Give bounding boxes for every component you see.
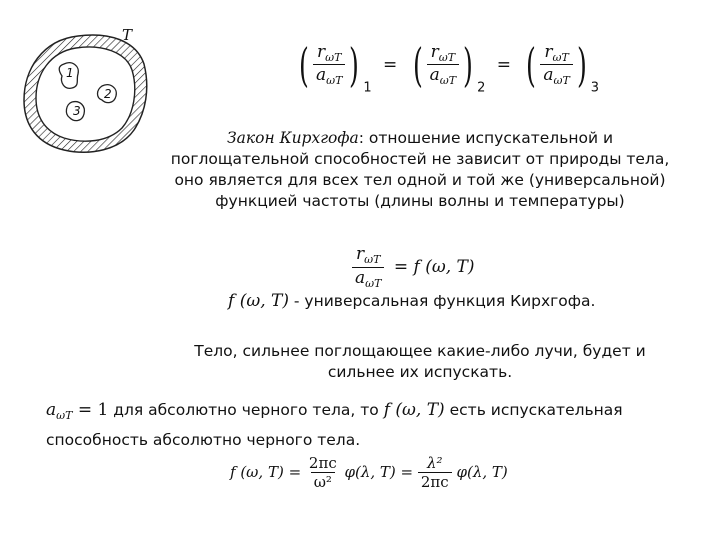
blackbody-statement	[46, 398, 706, 452]
kirchhoff-law-paragraph	[150, 128, 690, 212]
cavity-drawing	[18, 30, 150, 158]
law-line-1: Закон Кирхгофа: отношение испускательной и	[226, 129, 614, 147]
law-line-4: функцией частоты (длины волны и температуры)	[215, 192, 625, 210]
blackbody-formula: f (ω, T) = $\frac{2\pi c}{\text{ω²}}$ φ(λ, T) = $\frac{\text{λ²}}{2\pi c}$ φ(λ, T)	[230, 454, 508, 492]
diagram-body-3: 3	[73, 104, 81, 118]
law-line-2: поглощательной способностей не зависит от природы тела,	[170, 150, 670, 168]
kirchhoff-equality: ( $\frac{r_{\omega T}}{a_{\omega T}}$ ) $_1$ = ( $\frac{r_{\omega T}}{a_{\omega T}}$ ) $_2$ = ( $\frac{r_{\omega T}}{a_{\omega T}}$ ) $_3$	[299, 38, 600, 96]
diagram-body-2: 2	[104, 87, 112, 101]
law-title: Закон Кирхгофа	[226, 129, 359, 147]
blackbody-line-1: $a_{\omega T} = 1$ для абсолютно черного тела, то f (ω, T) есть испускательная	[46, 400, 623, 422]
law-line-3: оно является для всех тел одной и той же (универсальной)	[174, 171, 666, 189]
universal-function-line: f (ω, T) - универсальная функция Кирхгофа.	[228, 291, 596, 311]
absorb-line-2: сильнее их испускать.	[327, 363, 513, 381]
kirchhoff-formula: $\frac{r_{\omega T}}{a_{\omega T}}$ = f (ω, T)	[352, 245, 474, 290]
index-2: 2	[477, 80, 486, 96]
universal-func-symbol: f (ω, T)	[228, 291, 289, 311]
diagram-body-1: 1	[66, 66, 74, 80]
absorb-line-1: Тело, сильнее поглощающее какие-либо лучи, будет и	[194, 342, 646, 360]
cavity-diagram	[18, 26, 150, 158]
index-3: 3	[590, 80, 600, 96]
index-1: 1	[363, 80, 372, 96]
diagram-label-t: T	[122, 26, 133, 44]
ratio-2: $\frac{r_{\omega T}}{a_{\omega T}}$	[427, 43, 459, 88]
blackbody-line-2: способность абсолютно черного тела.	[46, 431, 361, 449]
ratio-1: $\frac{r_{\omega T}}{a_{\omega T}}$	[313, 43, 345, 88]
ratio-3: $\frac{r_{\omega T}}{a_{\omega T}}$	[540, 43, 572, 88]
absorption-statement	[150, 341, 690, 383]
